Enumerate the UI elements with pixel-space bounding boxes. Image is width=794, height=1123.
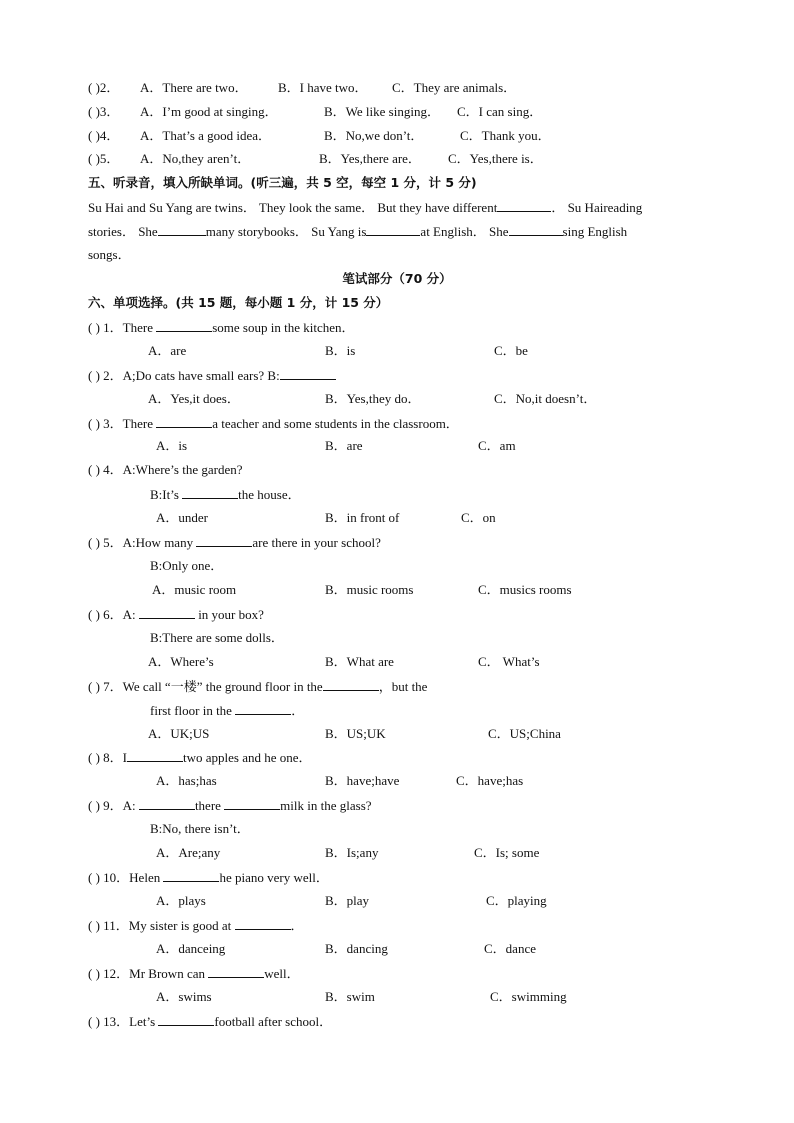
- question-row: [88, 151, 119, 167]
- passage-line: [88, 199, 642, 216]
- answer-blank[interactable]: [366, 223, 420, 236]
- option-a: A．There are two．: [140, 80, 248, 95]
- question-row: [88, 749, 312, 766]
- passage-line: [88, 223, 627, 240]
- answer-paren: ( ): [88, 80, 100, 95]
- option-c: C．No,it doesn’t．: [494, 391, 597, 406]
- question-text: 5．A:How many: [103, 535, 197, 550]
- option-b: B．are: [325, 438, 363, 453]
- answer-blank[interactable]: [156, 415, 212, 428]
- answer-blank[interactable]: [323, 678, 379, 691]
- option-b: B．music rooms: [325, 582, 414, 597]
- passage-text: Su Hai and Su Yang are twins． They look the same． But they have different: [88, 200, 498, 215]
- option-b: B．What are: [325, 654, 394, 669]
- option-c: C．They are animals．: [392, 80, 517, 95]
- answer-blank[interactable]: [158, 223, 206, 236]
- option-b: B．No,we don’t．: [324, 128, 424, 143]
- passage-text: ． Su Haireading: [551, 200, 643, 215]
- question-text: the house．: [238, 487, 301, 502]
- question-row: [88, 128, 119, 144]
- question-row: [88, 965, 300, 982]
- question-text: 8．I: [103, 750, 128, 765]
- answer-paren: ( ): [88, 918, 100, 933]
- question-text: 2．A;Do cats have small ears? B:: [103, 368, 280, 383]
- question-text: some soup in the kitchen．: [212, 320, 355, 335]
- question-row: [88, 534, 381, 551]
- option-b: B．I have two．: [278, 80, 368, 95]
- question-text: 6．A:: [103, 607, 139, 622]
- answer-paren: ( ): [88, 607, 100, 622]
- option-c: C．dance: [484, 941, 536, 956]
- answer-blank[interactable]: [280, 367, 336, 380]
- option-c: C．am: [478, 438, 516, 453]
- option-c: C．playing: [486, 893, 547, 908]
- answer-blank[interactable]: [196, 534, 252, 547]
- question-line: B:There are some dolls．: [150, 630, 284, 645]
- written-part-title: 笔试部分（70 分）: [342, 271, 452, 286]
- answer-paren: ( ): [88, 320, 100, 335]
- question-row: [88, 462, 243, 478]
- answer-blank[interactable]: [497, 199, 551, 212]
- answer-blank[interactable]: [127, 749, 183, 762]
- question-text: 10．Helen: [103, 870, 164, 885]
- question-text: 13．Let’s: [103, 1014, 159, 1029]
- question-text: 3．There: [103, 416, 157, 431]
- answer-blank[interactable]: [235, 917, 291, 930]
- option-b: B．play: [325, 893, 370, 908]
- passage-text: many storybooks． Su Yang is: [205, 224, 367, 239]
- option-a: A．under: [156, 510, 208, 525]
- question-row: [88, 869, 329, 886]
- question-text: 7．We call “一楼” the ground floor in the: [103, 679, 323, 694]
- question-number: 2．: [99, 80, 120, 95]
- answer-blank[interactable]: [509, 223, 563, 236]
- answer-paren: ( ): [88, 679, 100, 694]
- question-line: B:Only one．: [150, 558, 224, 573]
- question-line: [150, 486, 301, 503]
- question-text: there: [194, 798, 225, 813]
- answer-paren: ( ): [88, 416, 100, 431]
- option-a: A．are: [148, 343, 187, 358]
- passage-text: at English． She: [420, 224, 509, 239]
- answer-blank[interactable]: [139, 797, 195, 810]
- question-text: in your box?: [194, 607, 264, 622]
- question-line: B:No, there isn’t．: [150, 821, 250, 836]
- option-c: C．have;has: [456, 773, 524, 788]
- option-b: B．swim: [325, 989, 375, 1004]
- question-text: football after school．: [214, 1014, 333, 1029]
- option-b: B．We like singing．: [324, 104, 440, 119]
- answer-blank[interactable]: [139, 606, 195, 619]
- option-a: A．Yes,it does．: [148, 391, 240, 406]
- question-row: [88, 80, 119, 96]
- question-row: [88, 319, 355, 336]
- question-line: [150, 702, 304, 719]
- answer-paren: ( ): [88, 798, 100, 813]
- answer-blank[interactable]: [156, 319, 212, 332]
- option-a: A．music room: [152, 582, 237, 597]
- answer-blank[interactable]: [208, 965, 264, 978]
- question-text: he piano very well．: [219, 870, 329, 885]
- answer-paren: ( ): [88, 128, 100, 143]
- question-text: ，but the: [378, 679, 428, 694]
- question-text: well．: [264, 966, 300, 981]
- option-c: C．swimming: [490, 989, 567, 1004]
- answer-paren: ( ): [88, 151, 100, 166]
- question-text: 11．My sister is good at: [103, 918, 235, 933]
- option-c: C．Yes,there is．: [448, 151, 543, 166]
- option-b: B．Yes,there are．: [319, 151, 421, 166]
- option-a: A．Where’s: [148, 654, 214, 669]
- answer-paren: ( ): [88, 535, 100, 550]
- question-row: [88, 415, 459, 432]
- option-a: A．swims: [156, 989, 212, 1004]
- answer-blank[interactable]: [224, 797, 280, 810]
- answer-paren: ( ): [88, 966, 100, 981]
- option-a: A．UK;US: [148, 726, 210, 741]
- answer-blank[interactable]: [163, 869, 219, 882]
- question-row: [88, 367, 336, 384]
- option-c: C．musics rooms: [478, 582, 572, 597]
- option-b: B．dancing: [325, 941, 388, 956]
- option-b: B．have;have: [325, 773, 400, 788]
- option-b: B．US;UK: [325, 726, 386, 741]
- section-heading: 五、听录音，填入所缺单词。(听三遍，共 5 空，每空 1 分，计 5 分): [88, 175, 477, 190]
- question-text: 9．A:: [103, 798, 139, 813]
- question-text: 12．Mr Brown can: [103, 966, 209, 981]
- option-c: C．be: [494, 343, 528, 358]
- option-a: A．I’m good at singing．: [140, 104, 278, 119]
- option-a: A．plays: [156, 893, 206, 908]
- option-c: C．I can sing．: [457, 104, 543, 119]
- option-b: B．Yes,they do．: [325, 391, 421, 406]
- question-row: [88, 606, 264, 623]
- question-text: two apples and he one．: [183, 750, 312, 765]
- question-row: [88, 917, 304, 934]
- answer-paren: ( ): [88, 368, 100, 383]
- answer-paren: ( ): [88, 750, 100, 765]
- question-row: [88, 797, 372, 814]
- section-heading: 六、单项选择。(共 15 题，每小题 1 分，计 15 分）: [88, 295, 389, 310]
- option-a: A．danceing: [156, 941, 226, 956]
- option-b: B．Is;any: [325, 845, 379, 860]
- option-c: C．Thank you．: [460, 128, 551, 143]
- option-b: B．in front of: [325, 510, 400, 525]
- question-text: a teacher and some students in the classroom．: [212, 416, 459, 431]
- option-c: C．on: [461, 510, 496, 525]
- question-text: B:It’s: [150, 487, 183, 502]
- option-a: A．No,they aren’t．: [140, 151, 251, 166]
- passage-line: songs．: [88, 247, 131, 262]
- option-c: C．Is; some: [474, 845, 540, 860]
- question-number: 4．: [99, 128, 120, 143]
- question-row: [88, 678, 427, 695]
- question-text: are there in your school?: [252, 535, 381, 550]
- option-a: A．has;has: [156, 773, 217, 788]
- question-text: milk in the glass?: [280, 798, 372, 813]
- question-text: ．: [290, 918, 304, 933]
- answer-paren: ( ): [88, 870, 100, 885]
- question-number: 5．: [99, 151, 120, 166]
- passage-text: stories． She: [88, 224, 158, 239]
- answer-blank[interactable]: [182, 486, 238, 499]
- option-a: A．That’s a good idea．: [140, 128, 272, 143]
- question-text: first floor in the: [150, 703, 236, 718]
- question-row: [88, 104, 119, 120]
- option-c: C．US;China: [488, 726, 561, 741]
- option-b: B．is: [325, 343, 356, 358]
- question-text: ．: [291, 703, 305, 718]
- answer-paren: ( ): [88, 1014, 100, 1029]
- answer-paren: ( ): [88, 104, 100, 119]
- question-text: 1．There: [103, 320, 157, 335]
- question-row: [88, 1013, 332, 1030]
- option-a: A．is: [156, 438, 188, 453]
- question-text: 4．A:Where’s the garden?: [103, 462, 243, 477]
- option-c: C． What’s: [478, 654, 540, 669]
- answer-blank[interactable]: [158, 1013, 214, 1026]
- option-a: A．Are;any: [156, 845, 221, 860]
- answer-paren: ( ): [88, 462, 100, 477]
- question-number: 3．: [99, 104, 120, 119]
- answer-blank[interactable]: [235, 702, 291, 715]
- passage-text: sing English: [562, 224, 628, 239]
